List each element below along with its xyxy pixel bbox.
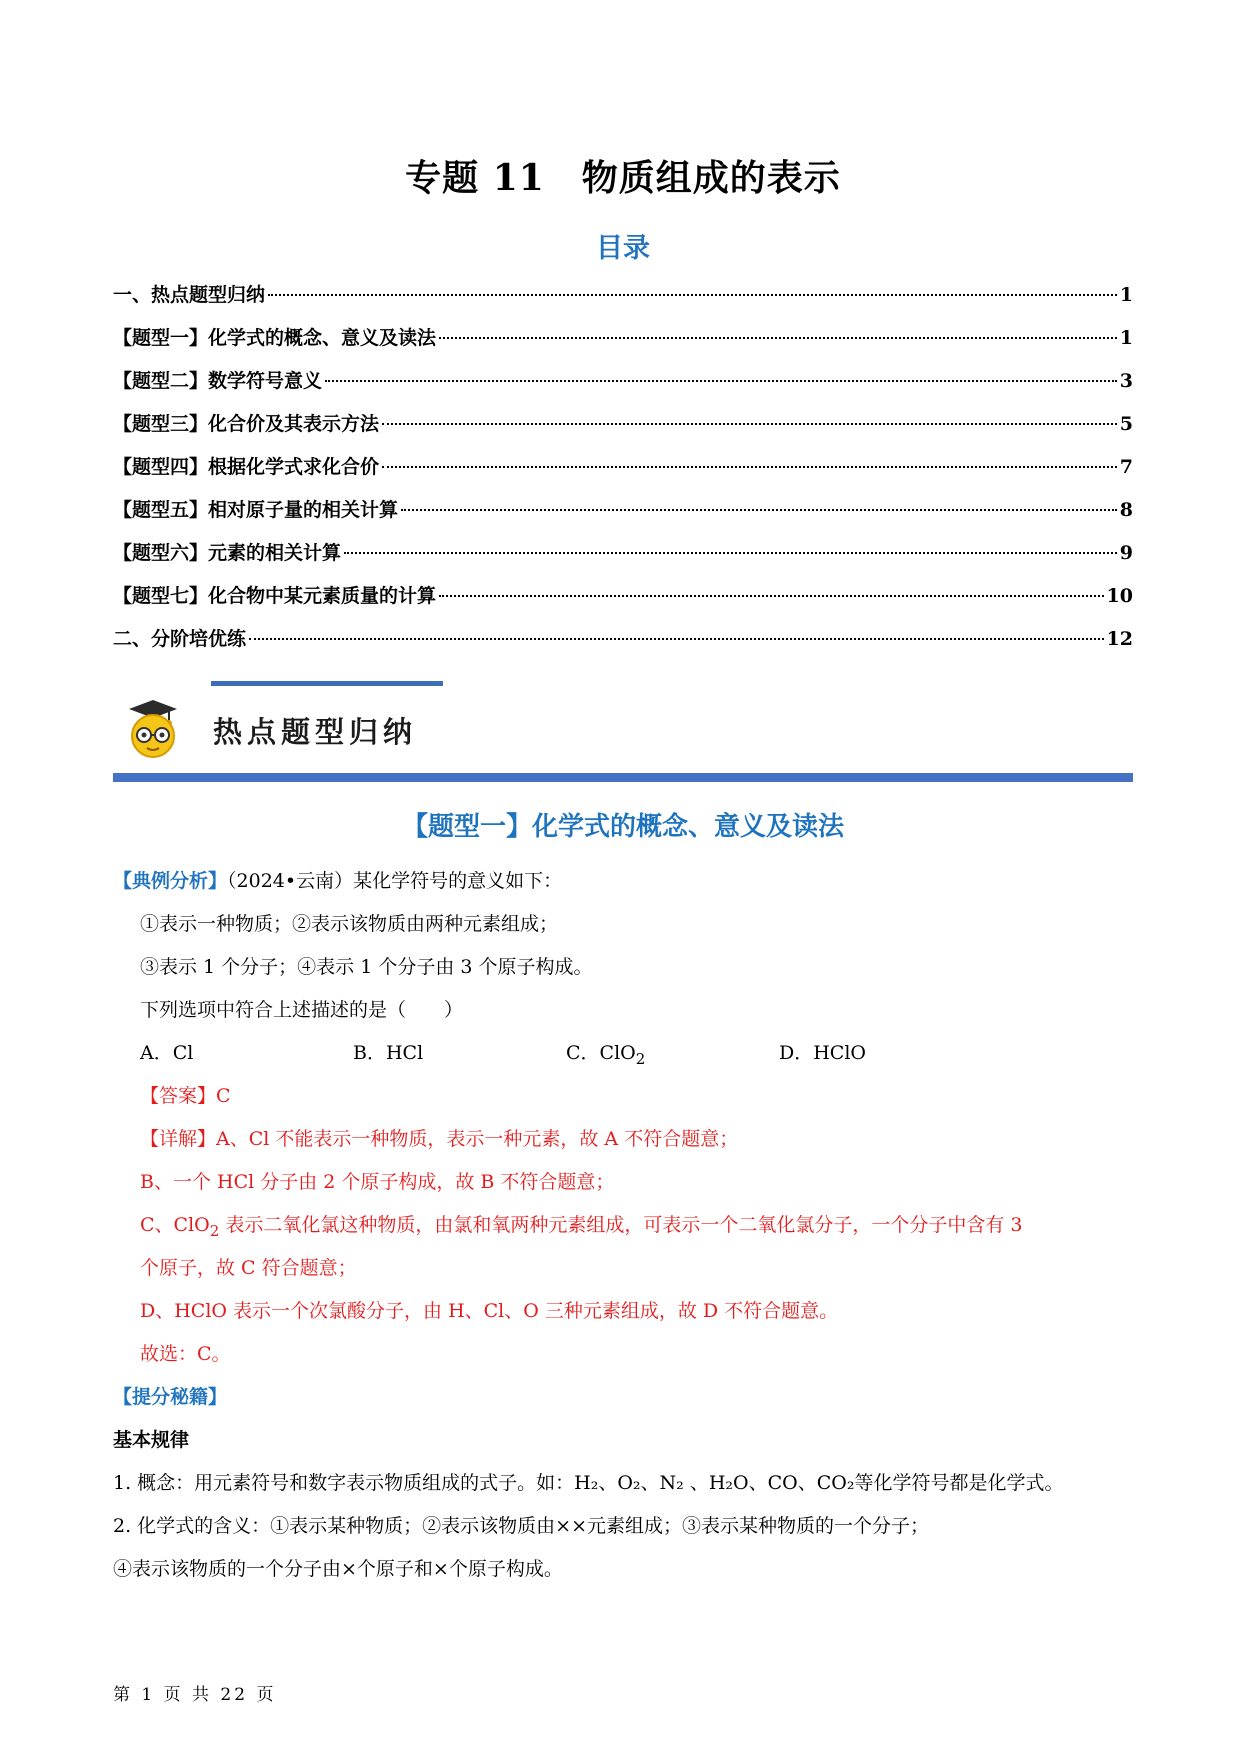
toc-entry[interactable] [113, 581, 1133, 624]
toc-entry[interactable] [113, 538, 1133, 581]
answer-value: C [216, 1085, 231, 1107]
toc-entry[interactable] [113, 366, 1133, 409]
option-a: A．Cl [140, 1042, 194, 1064]
option-b: B．HCl [353, 1042, 424, 1064]
example-meaning-2: ③表示 1 个分子；④表示 1 个分子由 3 个原子构成。 [140, 956, 593, 978]
detail-c [113, 1204, 1133, 1247]
toc-page-number: 10 [1106, 585, 1133, 607]
toc-label: 【题型二】数学符号意义 [113, 370, 323, 392]
toc-leader [401, 509, 1117, 511]
example-tag: 【典例分析】 [113, 870, 228, 892]
toc-page-number: 9 [1119, 542, 1133, 564]
detail-c-text: 表示二氧化氯这种物质，由氯和氧两种元素组成，可表示一个二氧化氯分子，一个分子中含有 3 [219, 1214, 1023, 1236]
toc-page-number: 5 [1119, 413, 1133, 435]
detail-c-subscript: 2 [209, 1221, 220, 1240]
page-title: 专题 11 物质组成的表示 [405, 157, 841, 199]
answer-options [113, 1032, 1133, 1075]
toc-leader [439, 337, 1117, 339]
toc-label: 【题型五】相对原子量的相关计算 [113, 499, 399, 521]
rule-2-continued: ④表示该物质的一个分子由×个原子和×个原子构成。 [113, 1558, 563, 1580]
toc-entry[interactable] [113, 452, 1133, 495]
detail-a [113, 1118, 1133, 1161]
toc-leader [268, 294, 1117, 296]
toc-page-number: 1 [1119, 327, 1133, 349]
toc-page-number: 8 [1119, 499, 1133, 521]
rule-2: 2. 化学式的含义：①表示某种物质；②表示该物质由××元素组成；③表示某种物质的一个分子； [113, 1515, 930, 1537]
detail-d: D、HClO 表示一个次氯酸分子，由 H、Cl、O 三种元素组成，故 D 不符合题意。 [140, 1300, 839, 1322]
answer-line [113, 1075, 1133, 1118]
table-of-contents [113, 280, 1133, 667]
toc-entry[interactable] [113, 495, 1133, 538]
rule-1-prefix: 1. 概念：用元素符号和数字表示物质组成的式子。如： [113, 1472, 575, 1494]
toc-entry[interactable] [113, 323, 1133, 366]
option-d: D．HClO [779, 1042, 866, 1064]
toc-label: 二、分阶培优练 [113, 628, 247, 650]
example-meaning-1: ①表示一种物质；②表示该物质由两种元素组成； [140, 913, 559, 935]
tips-heading: 基本规律 [113, 1429, 190, 1451]
banner-top-rule [211, 681, 443, 686]
toc-label: 一、热点题型归纳 [113, 284, 266, 306]
toc-label: 【题型六】元素的相关计算 [113, 542, 342, 564]
toc-page-number: 12 [1106, 628, 1133, 650]
rule-1-suffix: 等化学符号都是化学式。 [854, 1472, 1064, 1494]
toc-page-number: 1 [1119, 284, 1133, 306]
example-source: （2024•云南）某化学符号的意义如下： [227, 870, 563, 892]
answer-tag: 【答案】 [140, 1085, 217, 1107]
toc-page-number: 7 [1119, 456, 1133, 478]
detail-b: B、一个 HCl 分子由 2 个原子构成，故 B 不符合题意； [140, 1171, 615, 1193]
detail-c-prefix: C、ClO [140, 1214, 210, 1236]
toc-leader [382, 423, 1117, 425]
rule-1-formulas: H₂、O₂、N₂ 、H₂O、CO、CO₂ [574, 1472, 855, 1494]
option-c-text: C．ClO [566, 1042, 636, 1064]
banner-title: 热点题型归纳 [213, 715, 418, 749]
toc-entry[interactable] [113, 409, 1133, 452]
banner-bottom-rule [113, 773, 1133, 782]
toc-leader [439, 595, 1104, 597]
toc-label: 【题型三】化合价及其表示方法 [113, 413, 380, 435]
detail-tag: 【详解】 [140, 1128, 217, 1150]
detail-a-text: A、Cl 不能表示一种物质，表示一种元素，故 A 不符合题意； [216, 1128, 739, 1150]
detail-choice: 故选：C。 [140, 1343, 231, 1365]
toc-page-number: 3 [1119, 370, 1133, 392]
detail-c-continued: 个原子，故 C 符合题意； [140, 1257, 357, 1279]
toc-label: 【题型四】根据化学式求化合价 [113, 456, 380, 478]
toc-label: 【题型一】化学式的概念、意义及读法 [113, 327, 437, 349]
section-title: 【题型一】化学式的概念、意义及读法 [401, 812, 844, 842]
toc-leader [344, 552, 1117, 554]
section-banner [113, 678, 1133, 792]
owl-graduate-icon [123, 696, 183, 760]
content-body [113, 860, 1133, 1591]
toc-leader [325, 380, 1117, 382]
rule-1 [113, 1462, 1133, 1505]
toc-entry[interactable] [113, 280, 1133, 323]
toc-label: 【题型七】化合物中某元素质量的计算 [113, 585, 437, 607]
option-c-subscript: 2 [635, 1049, 646, 1068]
toc-heading: 目录 [596, 233, 650, 264]
page-footer: 第 1 页 共 22 页 [113, 1685, 277, 1705]
toc-leader [249, 638, 1104, 640]
example-question: 下列选项中符合上述描述的是（ ） [140, 999, 464, 1021]
tips-tag: 【提分秘籍】 [113, 1386, 228, 1408]
toc-entry[interactable] [113, 624, 1133, 667]
option-c [566, 1032, 779, 1075]
example-source-line [113, 860, 1133, 903]
toc-leader [382, 466, 1117, 468]
